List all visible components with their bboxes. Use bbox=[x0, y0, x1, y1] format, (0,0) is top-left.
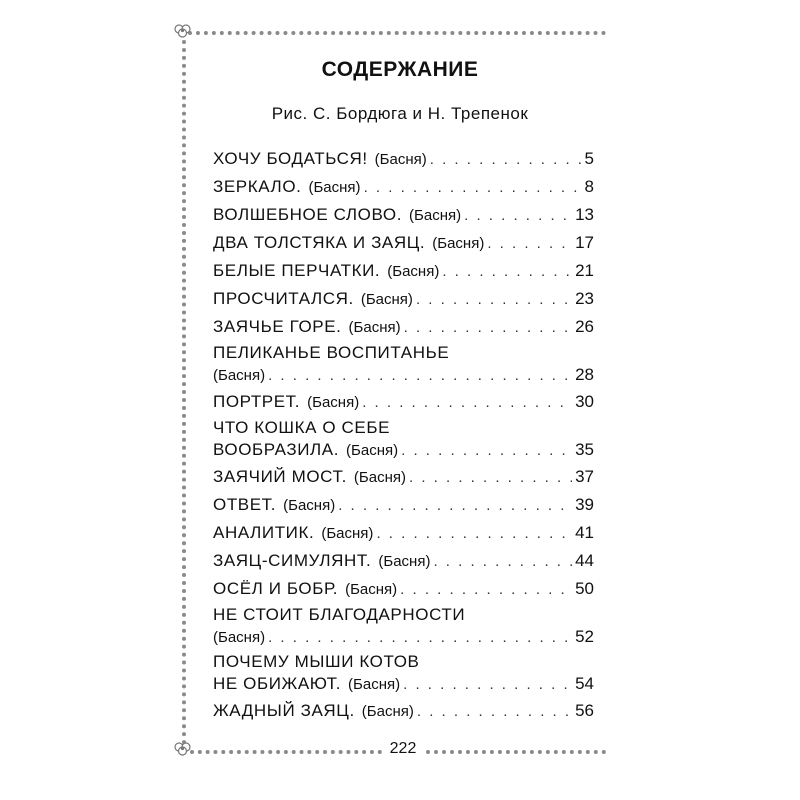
toc-entry-genre: (Басня) bbox=[348, 676, 401, 693]
toc-entry-page-number: 30 bbox=[575, 392, 594, 411]
toc-entry bbox=[213, 342, 594, 386]
toc-entry-row bbox=[213, 464, 594, 489]
toc-entry-page-number: 28 bbox=[575, 365, 594, 384]
toc-entry-genre: (Басня) bbox=[213, 629, 266, 646]
illustrators-credit: Рис. С. Бордюга и Н. Трепенок bbox=[271, 104, 529, 123]
dot-leader bbox=[433, 549, 572, 574]
toc-entry-genre: (Басня) bbox=[346, 442, 399, 459]
toc-entry bbox=[213, 230, 594, 255]
toc-entry-title-line1: ПЕЛИКАНЬЕ ВОСПИТАНЬЕ bbox=[213, 343, 450, 362]
toc-entry-genre: (Басня) bbox=[432, 235, 485, 252]
dot-leader bbox=[268, 627, 572, 649]
toc-entry-title: ВОЛШЕБНОЕ СЛОВО. bbox=[213, 205, 403, 224]
toc-entry-genre: (Басня) bbox=[361, 703, 414, 720]
toc-entry-genre: (Басня) bbox=[378, 553, 431, 570]
toc-entry-page-number: 44 bbox=[575, 551, 594, 570]
border-bottom-right bbox=[426, 750, 606, 754]
toc-entry-title: ЗАЯЧИЙ МОСТ. bbox=[213, 467, 347, 486]
toc-entry-title-line1: ЧТО КОШКА О СЕБЕ bbox=[213, 418, 391, 437]
toc-entry-row bbox=[213, 258, 594, 283]
dot-leader bbox=[364, 175, 582, 200]
toc-entry-title: ОТВЕТ. bbox=[213, 495, 277, 514]
dot-leader bbox=[487, 231, 572, 256]
dot-leader bbox=[417, 699, 572, 724]
dot-leader bbox=[400, 577, 572, 602]
toc-entry-row bbox=[213, 698, 594, 723]
toc-entry-row bbox=[213, 673, 594, 695]
toc-entry-genre: (Басня) bbox=[283, 497, 336, 514]
toc-entry bbox=[213, 651, 594, 695]
toc-entry-title: ВООБРАЗИЛА. bbox=[213, 440, 340, 459]
dot-leader bbox=[430, 147, 582, 172]
dot-leader bbox=[403, 674, 572, 696]
toc-entry bbox=[213, 604, 594, 648]
toc-entry-row bbox=[213, 520, 594, 545]
toc-entry-genre: (Басня) bbox=[321, 525, 374, 542]
toc-entry-genre: (Басня) bbox=[308, 179, 361, 196]
toc-entry-page-number: 21 bbox=[575, 261, 594, 280]
toc-entry-row bbox=[213, 626, 594, 648]
toc-entry-row bbox=[213, 364, 594, 386]
toc-entry-page-number: 23 bbox=[575, 289, 594, 308]
toc-entry-title: БЕЛЫЕ ПЕРЧАТКИ. bbox=[213, 261, 381, 280]
toc-entry-row bbox=[213, 202, 594, 227]
toc-entry-page-number: 52 bbox=[575, 627, 594, 646]
dot-leader bbox=[362, 390, 572, 415]
toc-entry-row bbox=[213, 230, 594, 255]
toc-entry-title: ДВА ТОЛСТЯКА И ЗАЯЦ. bbox=[213, 233, 426, 252]
border-left bbox=[182, 40, 186, 745]
toc-entry-row bbox=[213, 439, 594, 461]
toc-entry-title: ЗАЯЦ-СИМУЛЯНТ. bbox=[213, 551, 372, 570]
toc-entry-genre: (Басня) bbox=[409, 207, 462, 224]
dot-leader bbox=[404, 315, 572, 340]
toc-entry-title-line1: ПОЧЕМУ МЫШИ КОТОВ bbox=[213, 652, 420, 671]
toc-entry-title: ПОРТРЕТ. bbox=[213, 392, 301, 411]
dot-leader bbox=[338, 493, 572, 518]
toc-entry-page-number: 41 bbox=[575, 523, 594, 542]
border-bottom-left bbox=[190, 750, 382, 754]
toc-entry-page-number: 5 bbox=[584, 149, 594, 168]
dot-leader bbox=[376, 521, 572, 546]
toc-entry bbox=[213, 464, 594, 489]
toc-entry-row bbox=[213, 492, 594, 517]
dot-leader bbox=[442, 259, 572, 284]
flower-icon bbox=[174, 24, 192, 38]
toc-entry-row bbox=[213, 174, 594, 199]
toc-entry bbox=[213, 520, 594, 545]
toc-entry-genre: (Басня) bbox=[213, 367, 266, 384]
toc-entry bbox=[213, 492, 594, 517]
toc-entry bbox=[213, 258, 594, 283]
toc-entry-genre: (Басня) bbox=[345, 581, 398, 598]
toc-entry-page-number: 13 bbox=[575, 205, 594, 224]
flower-icon bbox=[174, 742, 192, 756]
dot-leader bbox=[401, 440, 572, 462]
toc-entry-row bbox=[213, 548, 594, 573]
toc-entry-page-number: 26 bbox=[575, 317, 594, 336]
dot-leader bbox=[416, 287, 572, 312]
toc-entry bbox=[213, 576, 594, 601]
page-title: СОДЕРЖАНИЕ bbox=[321, 58, 479, 81]
toc-entry-page-number: 54 bbox=[575, 674, 594, 693]
toc-entry bbox=[213, 202, 594, 227]
toc-entry-page-number: 8 bbox=[584, 177, 594, 196]
toc-entry-row bbox=[213, 576, 594, 601]
dot-leader bbox=[409, 465, 572, 490]
toc-entry bbox=[213, 389, 594, 414]
toc-entry-title: ЖАДНЫЙ ЗАЯЦ. bbox=[213, 701, 355, 720]
toc-entry bbox=[213, 174, 594, 199]
toc-entry bbox=[213, 314, 594, 339]
dot-leader bbox=[268, 365, 572, 387]
toc-entry-title-line1: НЕ СТОИТ БЛАГОДАРНОСТИ bbox=[213, 605, 466, 624]
toc-entry-row bbox=[213, 389, 594, 414]
toc-entry-page-number: 56 bbox=[575, 701, 594, 720]
toc-entry-page-number: 39 bbox=[575, 495, 594, 514]
toc-entry-title: ЗЕРКАЛО. bbox=[213, 177, 302, 196]
page-number: 222 bbox=[389, 740, 417, 757]
toc-entry bbox=[213, 286, 594, 311]
toc-entry-title: ПРОСЧИТАЛСЯ. bbox=[213, 289, 354, 308]
toc-entry-page-number: 37 bbox=[575, 467, 594, 486]
toc-entry bbox=[213, 698, 594, 723]
toc-entry-genre: (Басня) bbox=[307, 394, 360, 411]
toc-entry-page-number: 17 bbox=[575, 233, 594, 252]
toc-entry-title: ХОЧУ БОДАТЬСЯ! bbox=[213, 149, 368, 168]
toc-entry-row bbox=[213, 286, 594, 311]
toc-entry-genre: (Басня) bbox=[374, 151, 427, 168]
toc-entry-title: АНАЛИТИК. bbox=[213, 523, 315, 542]
toc-entry-genre: (Басня) bbox=[353, 469, 406, 486]
toc-entry-genre: (Басня) bbox=[360, 291, 413, 308]
toc-entry-page-number: 35 bbox=[575, 440, 594, 459]
toc-entry bbox=[213, 146, 594, 171]
toc-entry-title: ОСЁЛ И БОБР. bbox=[213, 579, 339, 598]
toc-entry-page-number: 50 bbox=[575, 579, 594, 598]
toc-entry-title: ЗАЯЧЬЕ ГОРЕ. bbox=[213, 317, 342, 336]
toc-entry-row bbox=[213, 314, 594, 339]
toc-entry-genre: (Басня) bbox=[387, 263, 440, 280]
toc-entry-genre: (Басня) bbox=[348, 319, 401, 336]
toc-entry-title: НЕ ОБИЖАЮТ. bbox=[213, 674, 342, 693]
toc-entry-row bbox=[213, 146, 594, 171]
table-of-contents bbox=[213, 146, 594, 726]
toc-entry bbox=[213, 417, 594, 461]
toc-entry bbox=[213, 548, 594, 573]
border-top bbox=[188, 31, 606, 35]
dot-leader bbox=[464, 203, 572, 228]
